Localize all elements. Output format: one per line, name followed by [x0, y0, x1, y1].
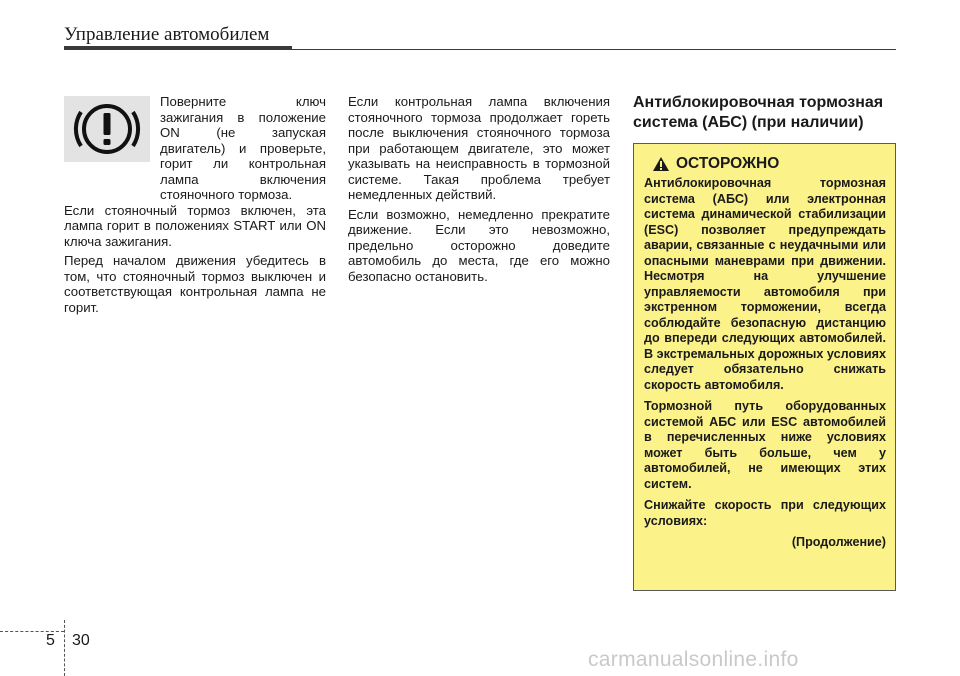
header-rule	[292, 49, 896, 50]
warning-paragraph-1: Антиблокировочная тормозная система (АБС) или электронная система динамической стабилизации (ESC) позволяет предупреждать аварии, связанные с неудачными или опасными маневрами при движении. Несмотря на улучшение управляемости автомобиля при экстренном торможении, всегда соблюдайте безопасную дистанцию до впереди следующих автомобилей. В экстремальных дорожных условиях следует обязательно снижать скорость автомобиля.	[644, 176, 886, 392]
warning-box	[633, 143, 896, 591]
warning-paragraph-3: Снижайте скорость при следующих условиях:	[644, 498, 886, 528]
paragraph-1: Поверните ключ зажигания в положение ON (не запуская двигатель) и проверьте, горит ли контрольная лампа включения стояночного тормоза.	[160, 94, 326, 202]
paragraph-2: Если стояночный тормоз включен, эта лампа горит в положениях START или ON ключа зажигания.	[64, 202, 326, 249]
footer-section-number: 5	[46, 632, 55, 649]
footer-divider	[64, 620, 65, 676]
exclamation-circle-icon	[64, 96, 150, 162]
footer-page-number: 30	[72, 632, 90, 649]
page-header-title: Управление автомобилем	[64, 24, 270, 45]
warning-continued: (Продолжение)	[791, 535, 886, 549]
paragraph-3: Перед началом движения убедитесь в том, что стояночный тормоз выключен и соответствующая контрольная лампа не горит.	[64, 253, 326, 315]
paragraph-4: Если контрольная лампа включения стояночного тормоза продолжает гореть после выключения стояночного тормоза при работающем двигателе, это может указывать на неисправность в тормозной системе. Такая проблема требует немедленных действий.	[348, 94, 610, 202]
header-bar	[64, 46, 292, 50]
warning-triangle-icon	[652, 156, 670, 172]
warning-paragraph-2: Тормозной путь оборудованных системой АБС или ESC автомобилей в перечисленных ниже условиях может быть больше, чем у автомобилей, не имеющих этих систем.	[644, 399, 886, 491]
paragraph-5: Если возможно, немедленно прекратите движение. Если это невозможно, предельно осторожно доведите автомобиль до места, где его можно безопасно остановить.	[348, 206, 610, 284]
column-middle	[348, 94, 610, 288]
section-title: Антиблокировочная тормозная система (АБС) (при наличии)	[633, 94, 884, 131]
warning-title: ОСТОРОЖНО	[676, 155, 780, 173]
warning-header	[652, 156, 886, 172]
watermark: carmanualsonline.info	[588, 648, 799, 671]
